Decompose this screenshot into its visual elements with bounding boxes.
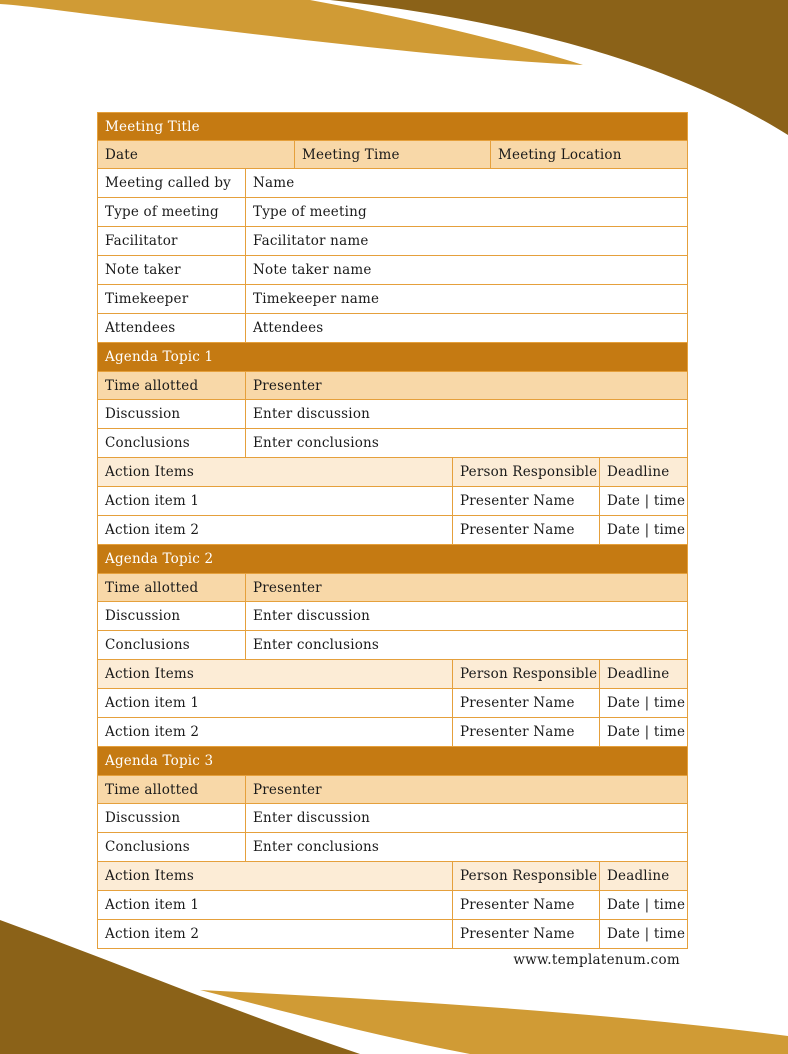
detail-label: Note taker [105, 262, 181, 278]
topic-title-row [97, 343, 688, 372]
time-allotted-label: Time allotted [105, 579, 199, 596]
detail-row [97, 227, 688, 256]
detail-row [97, 198, 688, 227]
detail-label: Timekeeper [105, 291, 189, 307]
topic-presenter-row [97, 574, 688, 602]
topic-discussion-row [97, 602, 688, 631]
discussion-label: Discussion [105, 406, 181, 422]
action-items-header: Action Items [105, 464, 195, 480]
action-item: Action item 1 [105, 695, 200, 711]
detail-row [97, 314, 688, 343]
presenter: Presenter [245, 372, 687, 399]
action-row [97, 920, 688, 949]
meeting-date: Date [105, 146, 139, 163]
meeting-info-row [97, 141, 688, 169]
topic-title-row [97, 747, 688, 776]
action-item: Action item 1 [105, 493, 200, 509]
action-deadline: Date | time [599, 718, 687, 746]
topic-discussion-row [97, 804, 688, 833]
meeting-title: Meeting Title [105, 118, 200, 135]
meeting-time: Meeting Time [294, 141, 490, 168]
action-person: Presenter Name [452, 718, 599, 746]
action-deadline: Date | time [599, 891, 687, 919]
action-deadline: Date | time [599, 689, 687, 717]
meeting-title-row [97, 112, 688, 141]
action-row [97, 516, 688, 545]
detail-label: Meeting called by [105, 175, 232, 191]
detail-value: Attendees [245, 314, 687, 342]
topic-presenter-row [97, 372, 688, 400]
time-allotted-label: Time allotted [105, 377, 199, 394]
action-header-row [97, 862, 688, 891]
topic-conclusions-row [97, 833, 688, 862]
detail-value: Name [245, 169, 687, 197]
action-item: Action item 2 [105, 926, 200, 942]
discussion-label: Discussion [105, 608, 181, 624]
deadline-header: Deadline [599, 458, 687, 486]
meeting-location: Meeting Location [490, 141, 687, 168]
discussion-label: Discussion [105, 810, 181, 826]
detail-row [97, 285, 688, 314]
conclusions-value: Enter conclusions [245, 833, 687, 861]
detail-value: Note taker name [245, 256, 687, 284]
person-responsible-header: Person Responsible [452, 660, 599, 688]
conclusions-value: Enter conclusions [245, 631, 687, 659]
discussion-value: Enter discussion [245, 804, 687, 832]
presenter: Presenter [245, 776, 687, 803]
action-person: Presenter Name [452, 516, 599, 544]
topic-discussion-row [97, 400, 688, 429]
topic-title: Agenda Topic 2 [105, 551, 214, 567]
detail-label: Type of meeting [105, 204, 219, 220]
action-item: Action item 2 [105, 522, 200, 538]
action-item: Action item 2 [105, 724, 200, 740]
topic-presenter-row [97, 776, 688, 804]
action-row [97, 718, 688, 747]
detail-label: Facilitator [105, 233, 178, 249]
topic-title: Agenda Topic 3 [105, 753, 214, 769]
deadline-header: Deadline [599, 862, 687, 890]
action-header-row [97, 458, 688, 487]
presenter: Presenter [245, 574, 687, 601]
topic-conclusions-row [97, 429, 688, 458]
action-deadline: Date | time [599, 516, 687, 544]
action-row [97, 689, 688, 718]
action-person: Presenter Name [452, 891, 599, 919]
person-responsible-header: Person Responsible [452, 862, 599, 890]
action-person: Presenter Name [452, 920, 599, 948]
time-allotted-label: Time allotted [105, 781, 199, 798]
footer-url: www.templatenum.com [513, 952, 680, 968]
conclusions-label: Conclusions [105, 839, 190, 855]
detail-value: Timekeeper name [245, 285, 687, 313]
topic-title: Agenda Topic 1 [105, 349, 214, 365]
action-person: Presenter Name [452, 689, 599, 717]
conclusions-value: Enter conclusions [245, 429, 687, 457]
action-items-header: Action Items [105, 666, 195, 682]
discussion-value: Enter discussion [245, 602, 687, 630]
action-deadline: Date | time [599, 920, 687, 948]
action-header-row [97, 660, 688, 689]
action-person: Presenter Name [452, 487, 599, 515]
detail-row [97, 169, 688, 198]
conclusions-label: Conclusions [105, 637, 190, 653]
action-items-header: Action Items [105, 868, 195, 884]
detail-value: Type of meeting [245, 198, 687, 226]
action-item: Action item 1 [105, 897, 200, 913]
conclusions-label: Conclusions [105, 435, 190, 451]
action-row [97, 487, 688, 516]
action-row [97, 891, 688, 920]
person-responsible-header: Person Responsible [452, 458, 599, 486]
discussion-value: Enter discussion [245, 400, 687, 428]
topic-title-row [97, 545, 688, 574]
deadline-header: Deadline [599, 660, 687, 688]
meeting-agenda-table [97, 112, 688, 949]
detail-label: Attendees [105, 320, 176, 336]
action-deadline: Date | time [599, 487, 687, 515]
detail-row [97, 256, 688, 285]
detail-value: Facilitator name [245, 227, 687, 255]
topic-conclusions-row [97, 631, 688, 660]
